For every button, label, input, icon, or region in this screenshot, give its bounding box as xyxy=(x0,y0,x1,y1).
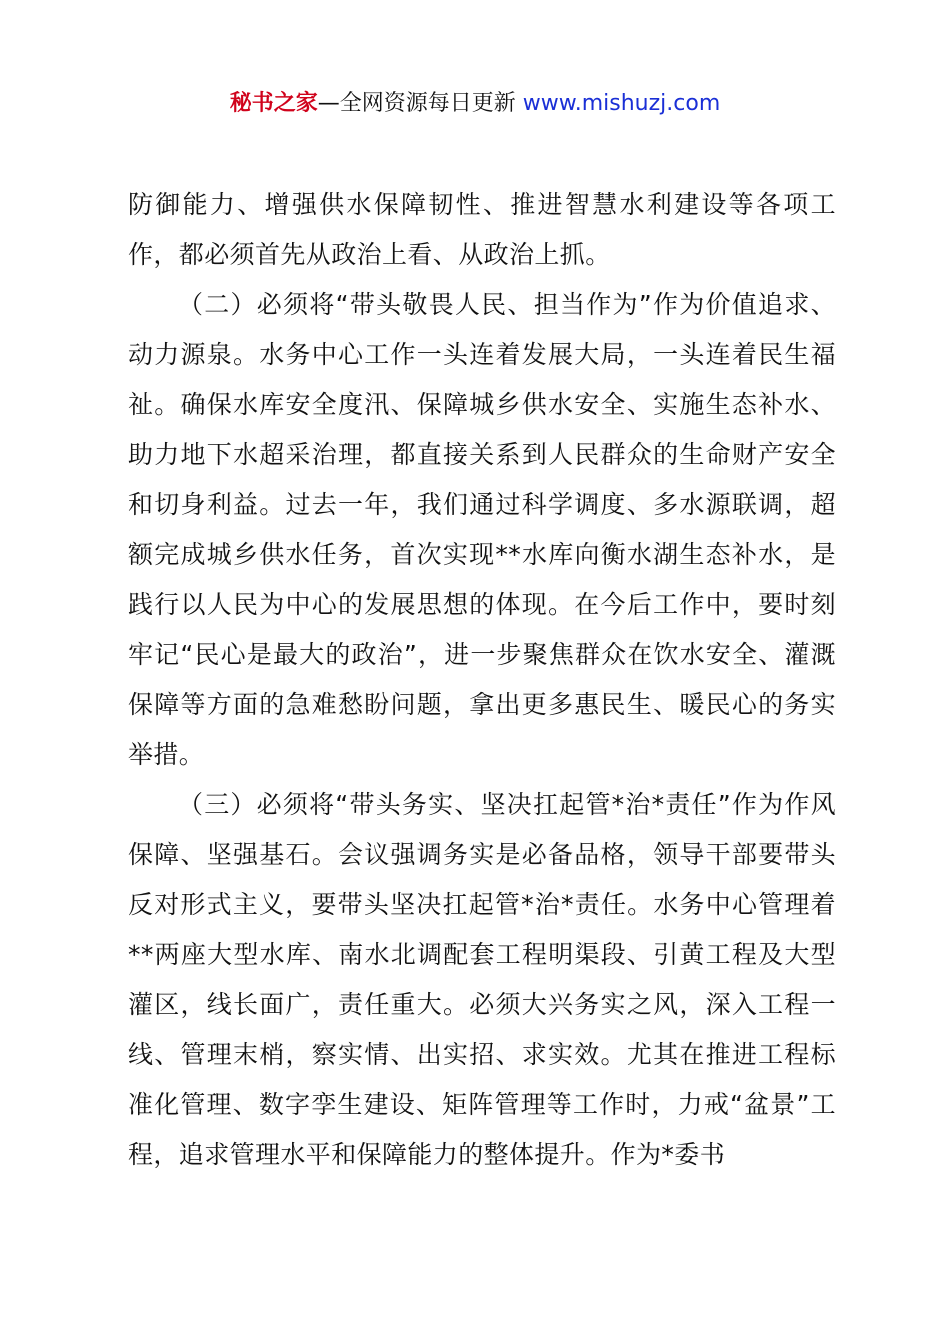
paragraph-section-3: （三）必须将“带头务实、坚决扛起管*治*责任”作为作风保障、坚强基石。会议强调务实是必备品格，领导干部要带头反对形式主义，要带头坚决扛起管*治*责任。水务中心管理着**两座大型水库、南水北调配套工程明渠段、引黄工程及大型灌区，线长面广，责任重大。必须大兴务实之风，深入工程一线、管理末梢，察实情、出实招、求实效。尤其在推进工程标准化管理、数字孪生建设、矩阵管理等工作时，力戒“盆景”工程，追求管理水平和保障能力的整体提升。作为*委书 xyxy=(128,790,836,1169)
site-url[interactable]: www.mishuzj.com xyxy=(522,91,721,116)
paragraph-section-2: （二）必须将“带头敬畏人民、担当作为”作为价值追求、动力源泉。水务中心工作一头连着发展大局，一头连着民生福祉。确保水库安全度汛、保障城乡供水安全、实施生态补水、助力地下水超采治理，都直接关系到人民群众的生命财产安全和切身利益。过去一年，我们通过科学调度、多水源联调，超额完成城乡供水任务，首次实现**水库向衡水湖生态补水，是践行以人民为中心的发展思想的体现。在今后工作中，要时刻牢记“民心是最大的政治”，进一步聚焦群众在饮水安全、灌溉保障等方面的急难愁盼问题，拿出更多惠民生、暖民心的务实举措。 xyxy=(128,290,836,769)
header-tagline: —全网资源每日更新 xyxy=(317,91,523,116)
brand-name: 秘书之家 xyxy=(229,91,318,116)
page-header xyxy=(0,88,950,120)
paragraph-continuation: 防御能力、增强供水保障韧性、推进智慧水利建设等各项工作，都必须首先从政治上看、从政治上抓。 xyxy=(128,190,836,269)
document-body xyxy=(128,180,836,1180)
